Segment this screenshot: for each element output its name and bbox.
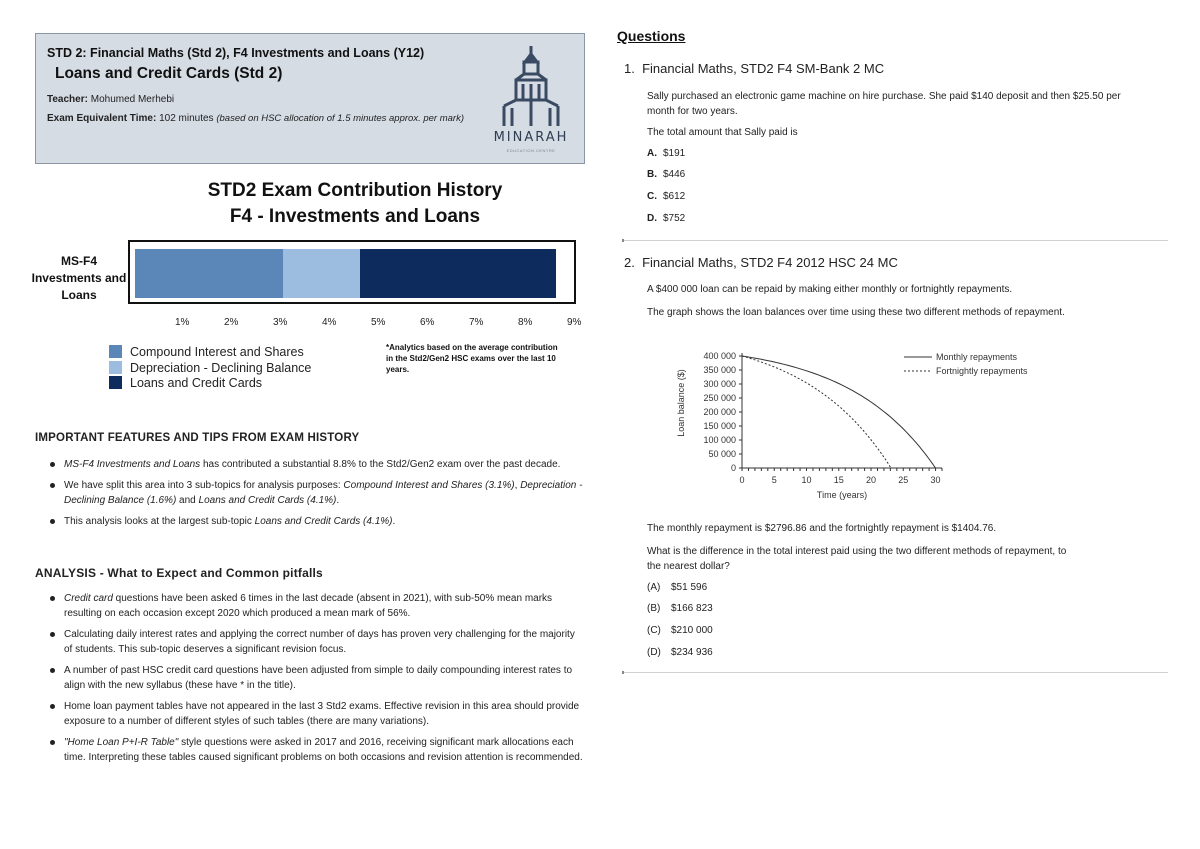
list-item-text: . [336,495,340,506]
chart-row-label: MS-F4 Investments and Loans [31,254,127,302]
list-item [50,699,585,729]
option-label: C. [647,191,657,202]
graph-y-axis [703,351,742,473]
legend-monthly-label: Monthly repayments [936,352,1018,362]
q1-option-c[interactable] [647,191,685,202]
list-item-text: and [176,495,199,506]
question-1-prompt: The total amount that Sally paid is [647,127,798,138]
logo-name: MINARAH [493,130,569,145]
bar-segment-loans [360,249,556,298]
list-item-text: We have split this area into 3 sub-topics for analysis purposes: [64,480,344,491]
question-divider [622,672,1168,673]
graph-ylabel: Loan balance ($) [676,369,686,437]
question-1-title [624,61,884,76]
option-value: $166 823 [671,603,713,614]
legend-item-compound [109,345,304,359]
teacher-line [47,94,174,105]
list-item-text: , [514,480,521,491]
option-label: (A) [647,582,661,593]
axis-tick-label: 1% [175,317,190,328]
list-item-text: has contributed a substantial 8.8% to the Std2/Gen2 exam over the past decade. [200,459,561,470]
header-box [35,33,585,164]
graph-x-axis [739,468,942,485]
graph-ytick-label: 100 000 [703,435,736,445]
graph-xtick-label: 30 [930,475,941,485]
question-2-text-1: A $400 000 loan can be repaid by making either monthly or fortnightly repayments. [647,284,1013,295]
question-2-text-4: What is the difference in the total interest paid using the two different methods of repayment, to the nearest dollar? [647,546,1067,572]
monthly-repayment-curve [742,356,936,468]
q1-option-b[interactable] [647,169,685,180]
list-item [50,591,585,621]
teacher-name: Mohumed Merhebi [90,94,175,105]
list-item [50,627,585,657]
list-item [50,457,585,472]
graph-ytick-label: 0 [730,463,736,473]
graph-ytick-label: 150 000 [703,421,736,431]
q2-option-d[interactable] [647,647,713,658]
axis-tick-label: 8% [518,317,533,328]
analysis-list [50,591,585,765]
list-item [50,735,585,765]
option-label: B. [647,169,657,180]
minaret-icon [498,44,564,128]
option-value: $210 000 [671,625,713,636]
legend-label-loans: Loans and Credit Cards [130,376,263,390]
legend-swatch-compound [109,345,122,358]
exam-time-line [47,112,467,126]
bar-segment-depreciation [283,249,360,298]
chart-title-block [130,178,580,230]
option-label: (B) [647,603,661,614]
list-item-text: A number of past HSC credit card questions have been adjusted from simple to daily compounding interest rates to align with the new syllabus (these have * in the title). [64,665,573,691]
axis-tick-label: 4% [322,317,337,328]
question-divider [622,240,1168,241]
bar-segment-compound [135,249,283,298]
question-title: Financial Maths, STD2 F4 SM-Bank 2 MC [642,61,885,76]
exam-time-label: Exam Equivalent Time: [47,113,157,124]
axis-tick-label: 7% [469,317,484,328]
list-item-text: . [392,516,396,527]
legend-swatch-loans [109,376,122,389]
emphasis: Loans and Credit Cards (4.1%) [254,516,393,527]
axis-tick-label: 9% [567,317,582,328]
list-item-text: This analysis looks at the largest sub-topic [64,516,255,527]
option-value: $752 [663,213,686,224]
question-title: Financial Maths, STD2 F4 2012 HSC 24 MC [642,255,898,270]
q2-option-a[interactable] [647,582,707,593]
graph-xtick-label: 20 [866,475,877,485]
graph-ytick-label: 50 000 [708,449,736,459]
emphasis: Depreciation - Declining Balance (1.6%) [64,480,583,506]
graph-xtick-label: 15 [833,475,844,485]
list-item [50,478,585,508]
option-value: $446 [663,169,686,180]
graph-ytick-label: 350 000 [703,365,736,375]
chart-subtitle: F4 - Investments and Loans [229,206,481,227]
exam-time-note: (based on HSC allocation of 1.5 minutes approx. per mark) [216,113,464,124]
emphasis: MS-F4 Investments and Loans [64,459,201,470]
question-1-text: Sally purchased an electronic game machine on hire purchase. She paid $140 deposit and then $25.50 per month for two years. [647,91,1121,117]
page-title: Loans and Credit Cards (Std 2) [55,65,283,82]
emphasis: Loans and Credit Cards (4.1%) [198,495,337,506]
list-item [50,663,585,693]
list-item [50,514,585,529]
fortnightly-repayment-curve [742,356,891,468]
option-value: $51 596 [671,582,708,593]
axis-tick-label: 6% [420,317,435,328]
question-2-title [624,255,898,270]
graph-xlabel: Time (years) [816,490,868,500]
option-label: A. [647,148,657,159]
graph-xtick-label: 10 [801,475,812,485]
emphasis: Compound Interest and Shares (3.1%) [343,480,515,491]
legend-label-compound: Compound Interest and Shares [130,345,304,359]
axis-tick-label: 2% [224,317,239,328]
graph-ytick-label: 300 000 [703,379,736,389]
legend-item-depreciation [109,361,311,375]
minarah-logo [486,44,576,159]
graph-xtick-label: 0 [739,475,745,485]
legend-fortnightly-label: Fortnightly repayments [936,366,1028,376]
features-list [50,457,585,529]
question-number: 1. [624,61,635,76]
teacher-label: Teacher: [47,94,88,105]
legend-label-depreciation: Depreciation - Declining Balance [130,361,312,375]
graph-ytick-label: 250 000 [703,393,736,403]
graph-ytick-label: 400 000 [703,351,736,361]
option-value: $234 936 [671,647,713,658]
question-2-text-3: The monthly repayment is $2796.86 and the fortnightly repayment is $1404.76. [647,523,997,534]
list-item-text: style questions were asked in 2017 and 2016, receiving significant mark allocations each time. Interpreting these tables caused significant problems on both occasions and revision attention is recommended. [64,737,583,763]
emphasis: "Home Loan P+I-R Table" [64,737,179,748]
questions-heading: Questions [617,28,686,44]
question-2-text-2: The graph shows the loan balances over time using these two different methods of repayment. [647,307,1065,318]
graph-ytick-label: 200 000 [703,407,736,417]
graph-xtick-label: 25 [898,475,909,485]
list-item-text: Calculating daily interest rates and applying the correct number of days has proven very challenging for the majority of students. This sub-topic deserves a significant revision focus. [64,629,575,655]
list-item-text: questions have been asked 6 times in the last decade (absent in 2021), with sub-50% mean marks resulting on each occasion except 2020 which produced a mean mark of 56%. [64,593,553,619]
chart-title: STD2 Exam Contribution History [207,180,503,201]
emphasis: Credit card [64,593,113,604]
logo-subtitle: EDUCATION CENTRE [506,148,556,153]
option-value: $612 [663,191,686,202]
q2-option-c[interactable] [647,625,713,636]
option-label: (C) [647,625,661,636]
q2-option-b[interactable] [647,603,713,614]
axis-tick-label: 5% [371,317,386,328]
legend-swatch-depreciation [109,361,122,374]
loan-balance-graph [670,343,1070,508]
features-heading: IMPORTANT FEATURES AND TIPS FROM EXAM HISTORY [35,432,360,444]
chart-note: *Analytics based on the average contribution in the Std2/Gen2 HSC exams over the last 10 years. [386,343,558,374]
option-label: (D) [647,647,661,658]
legend-item-loans [109,376,262,390]
analysis-heading: ANALYSIS - What to Expect and Common pitfalls [35,566,323,580]
option-value: $191 [663,148,686,159]
axis-tick-label: 3% [273,317,288,328]
graph-xtick-label: 5 [771,475,777,485]
q1-option-d[interactable] [647,213,685,224]
option-label: D. [647,213,657,224]
exam-time-value: 102 minutes [159,113,214,124]
q1-option-a[interactable] [647,148,685,159]
course-title: STD 2: Financial Maths (Std 2), F4 Investments and Loans (Y12) [47,46,425,60]
list-item-text: Home loan payment tables have not appeared in the last 3 Std2 exams. Effective revision in this area should provide exposure to a number of different styles of such tables (there are many variations). [64,701,580,727]
question-number: 2. [624,255,635,270]
